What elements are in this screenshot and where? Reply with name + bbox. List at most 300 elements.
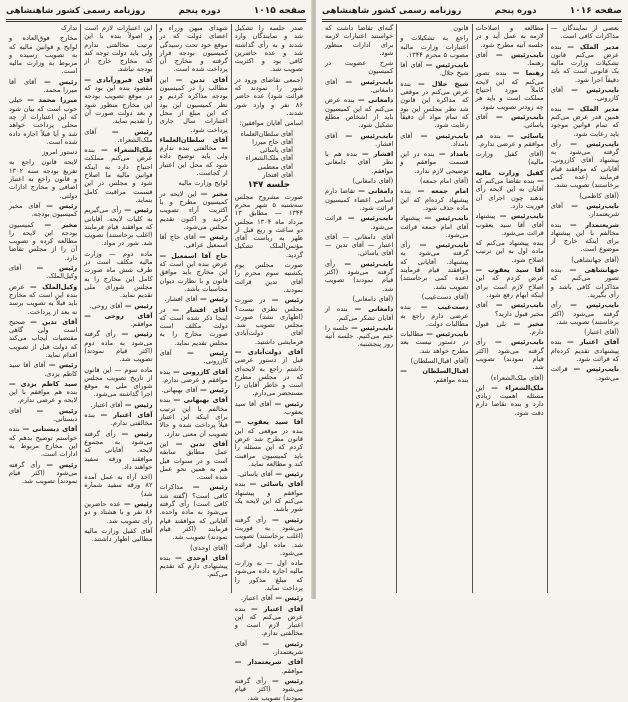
paragraph-text: آقای بامداد. <box>400 131 469 148</box>
speaker-name: رئیس — <box>275 470 303 479</box>
paragraph <box>84 430 152 471</box>
speaker-name: نایب‌رئیس — <box>495 301 544 310</box>
paragraph-text: ماده دوم — وزارت مالیه مکلف است در ظرف شش ماه صورت کامل این مخارج را به مجلس شورای ملی تقدیم نماید. <box>84 249 153 300</box>
left-newspaper-title: روزنامه رسمی کشور شاهنشاهی <box>6 6 146 16</box>
paragraph <box>476 212 544 237</box>
paragraph <box>9 407 77 424</box>
paragraph-text: آقای کازرونی. <box>550 86 619 103</box>
speaker-name: رئیس — <box>36 406 78 415</box>
paragraph-text: جلسه را ختم می‌کنیم. جلسه آتیه روز پنجشنبه. <box>325 323 394 349</box>
paragraph <box>400 80 468 130</box>
paragraph <box>400 293 468 301</box>
speaker-name: نایب‌رئیس — <box>425 61 469 70</box>
paragraph-text: این مطالب را در کمیسیون بودجه مذاکره کردیم و نظر کمیسیون این بود که این مبلغ از محل اعتبارات سال جاری پرداخت شود. <box>159 75 228 134</box>
paragraph-text: آقای مخبر قبول دارید؟ <box>475 301 544 318</box>
paragraph <box>325 24 393 57</box>
paragraph <box>235 594 303 602</box>
left-header-rule-thin <box>6 21 306 22</box>
speaker-name: اقبال‌السلطان — <box>400 367 469 376</box>
paragraph <box>325 214 393 231</box>
paragraph-text: تدارک <box>61 24 78 32</box>
right_page-column-4 <box>322 24 396 593</box>
speaker-name: دامغانی — <box>358 187 394 196</box>
paragraph-text: بنده عرض می‌کنم که این کمیسیون باید از اشخاص مطلع تشکیل شود. <box>325 96 394 130</box>
paragraph-text: آقای بهبهانی. <box>161 386 198 395</box>
paragraph-text: ماده اول — به وزارت مالیه اجازه داده می‌شود که مبلغ مذکور را پرداخت نماید. <box>234 559 303 592</box>
speaker-name: بامداد — <box>438 150 469 159</box>
paragraph <box>476 69 544 110</box>
speaker-name: مخبر — <box>44 220 78 229</box>
paragraph-text: (آقای دست‌غیب) <box>421 292 469 301</box>
paragraph-text: (آقای اعتبار) <box>584 328 619 337</box>
paragraph <box>325 96 393 129</box>
paragraph <box>160 440 228 481</box>
paragraph-text: ماده سوم — این قانون از تاریخ تصویب مجلس شورای ملی به موقع اجرا گذاشته می‌شود. <box>84 365 153 399</box>
right_page-column-1 <box>547 24 622 593</box>
paragraph <box>235 24 303 74</box>
speaker-name: نایب‌رئیس — <box>499 212 544 221</box>
paragraph <box>476 338 544 371</box>
left_page-column-4 <box>6 24 80 593</box>
speaker-name: رئیس — <box>274 399 303 408</box>
speaker-name: نایب‌رئیس — <box>345 77 394 86</box>
paragraph-text: قانون <box>453 24 469 32</box>
paragraph-text: (آقای کاظمی) <box>579 191 619 200</box>
paragraph <box>551 105 619 138</box>
paragraph-text: موافقم. <box>281 666 303 675</box>
speaker-name: نایب‌رئیس — <box>345 131 394 140</box>
paragraph <box>551 365 619 382</box>
paragraph <box>400 34 468 59</box>
paragraph-text: این لایحه در کمیسیون مطرح و با اکثریت آراء تصویب گردید و اکنون تقدیم مجلس می‌شود. <box>159 189 228 231</box>
left_page-column-3 <box>80 24 155 593</box>
paragraph <box>160 554 228 579</box>
speaker-name: رئیس — <box>46 201 78 210</box>
speaker-name: رئیس — <box>272 676 303 685</box>
paragraph-text: بنده عرض می‌کنم که این اعتبار لازم است و مخالفتی ندارم. <box>234 604 303 638</box>
paragraph <box>476 113 544 130</box>
speaker-name: رئیس — <box>121 330 153 339</box>
paragraph-text: رأی گرفته می‌شود (اکثر قیام نمودند) تصویب شد. <box>325 259 394 293</box>
speaker-name: آقای روحی — <box>84 311 153 320</box>
paragraph <box>9 283 77 316</box>
right-header-rule <box>322 19 622 20</box>
paragraph-text: (آقای دامغانی) <box>352 177 394 186</box>
left_page-column-1 <box>231 24 306 702</box>
paragraph <box>551 43 619 84</box>
right-page <box>316 0 628 599</box>
speaker-name: یاسائی — <box>507 131 544 140</box>
speaker-name: آقای اعتبار — <box>100 411 153 420</box>
paragraph-text: آقای دامغانی — آقای اعتبار — آقای تدین — آقای یاسائی. <box>325 232 394 258</box>
paragraph <box>551 256 619 264</box>
paragraph <box>400 367 468 384</box>
paragraph-text: (جمعی تقاضای ورود در شور را نمودند که قرائت شود) عده حاضر ۸۶ نفر و وارد شور شدند. <box>234 75 303 117</box>
speaker-name: رئیس — <box>199 233 228 242</box>
speaker-name: آقای اوحدی — <box>175 553 228 562</box>
speaker-name: آقای اعتبار — <box>567 338 619 347</box>
paragraph-text: رأی گرفته می‌شود به مجموع لایحه. آقایانی که موافقند ورقه سفید خواهند داد. <box>84 429 153 471</box>
speaker-name: نایب‌رئیس — <box>420 131 469 140</box>
speaker-name: رئیس — <box>121 429 153 438</box>
paragraph-text: بنده عرضی دارم راجع به مطالبات دولت. <box>400 303 469 328</box>
paragraph-text: آقای رهنما. <box>475 50 544 68</box>
paragraph <box>400 61 468 78</box>
paragraph <box>476 150 544 167</box>
paragraph-text: رأی گرفته می‌شود به پیشنهاد. آقایانی که موافقند قیام فرمایند (عده کمی برخاستند) تصویب نشد. <box>400 241 469 291</box>
paragraph <box>160 349 228 366</box>
speaker-name: آقای کازرونی — <box>173 367 228 376</box>
speaker-name: رئیس — <box>124 500 153 509</box>
paragraph <box>551 266 619 299</box>
paragraph <box>9 24 77 32</box>
speaker-name: شیخ جلال — <box>418 79 469 88</box>
paragraph <box>400 241 468 291</box>
speaker-name: دست‌غیب — <box>420 303 469 312</box>
right-text-columns <box>322 24 622 593</box>
paragraph-text: آقای مخبر کمیسیون بودجه. <box>9 201 78 219</box>
paragraph-text: مطالعه و اصلاحات لازمه به عمل آید و در جلسه آتیه مطرح شود. <box>475 24 544 49</box>
paragraph-text: رأی گرفته می‌شود (اکثر قیام نمودند) تصویب شد. <box>475 338 544 372</box>
speaker-name: آقای تدین — <box>175 439 228 448</box>
paragraph <box>235 640 303 657</box>
paragraph <box>400 187 468 212</box>
speaker-name: افشار — <box>362 150 394 159</box>
paragraph-text: قرائت می‌شود. <box>325 214 394 231</box>
paragraph <box>160 76 228 134</box>
paragraph-text: مطالبات در دستور نیست بعد مطرح خواهد شد. <box>400 330 469 355</box>
paragraph-text: بنده پیشنهاد می‌کنم که ماده اول به این ترتیب اصلاح شود. <box>475 239 544 264</box>
paragraph <box>476 301 544 318</box>
paragraph <box>325 187 393 212</box>
speaker-name: رئیس — <box>187 348 228 357</box>
paragraph <box>235 516 303 557</box>
paragraph <box>400 132 468 149</box>
paragraph-text: بنده عرض می‌کنم در موقعی که مذاکره این قانون شد نظر مجلس این بود که تمام مواد آن دقیقاً رعایت شود. <box>400 79 469 130</box>
paragraph <box>551 202 619 219</box>
paragraph-text: اسامی آقایان موافقین: <box>239 119 303 128</box>
paragraph-text: بنده در موقعی که این قانون مطرح شد عرض کردم که این مسئله را باید کمیسیون مراقبت کند و مطالعه نماید. <box>234 426 303 468</box>
paragraph-text: تقاضا دارم اسامی اعضاء کمیسیون قرائت شود. <box>325 187 394 212</box>
paragraph-text: بنده تقاضا می‌کنم که آقایان به این لایحه رأی بدهند چون اجرای آن فوریت دارد. <box>475 177 544 210</box>
speaker-name: نایب‌رئیس — <box>494 338 544 347</box>
paragraph-text: آقای آقا میرزا محمد. <box>9 77 78 95</box>
speaker-name: وکیل‌الملک — <box>29 282 78 291</box>
paragraph-text: دستور امروز <box>42 148 78 157</box>
speaker-name: دامغانی — <box>358 96 394 105</box>
paragraph-text: (آقای اوحدی) <box>190 543 228 552</box>
paragraph <box>160 396 228 437</box>
paragraph <box>235 400 303 417</box>
speaker-name: مخبر — <box>200 189 228 198</box>
paragraph-text: بنده موافقم. <box>433 375 469 384</box>
right_page-column-2 <box>472 24 547 593</box>
right-page-header <box>322 4 622 18</box>
paragraph-text: این اعتبارات لازم است و اصولاً بنده با این ترتیب مخالفتی ندارم ولی باید دولت توجه کند که مخارج خارج از بودجه نباشد. <box>84 24 153 74</box>
paragraph <box>400 24 468 32</box>
paragraph <box>9 425 77 458</box>
speaker-name: رئیس — <box>44 77 78 86</box>
paragraph <box>476 320 544 337</box>
paragraph-text: خیلی خوب است که بیان شود که این اعتبارات از چه محلی پرداخت خواهد شد و آیا قبلاً اجازه داده شده است. <box>9 96 78 146</box>
paragraph-text: راجع به تشکیلات و اعتبارات وزارت مالیه مصوب ۵ محرم ۱۳۴۴. <box>400 34 469 59</box>
paragraph-text: شرح عضویت در کمیسیون <box>325 59 394 76</box>
paragraph-text: بنده پیشنهاد کرده‌ام که این ماده حذف شود. <box>400 187 469 212</box>
paragraph <box>235 658 303 675</box>
paragraph-text: بنده هم با نظر آقای دامغانی موافقم. <box>325 150 394 175</box>
paragraph <box>235 480 303 513</box>
paragraph <box>476 266 544 299</box>
paragraph <box>551 24 619 41</box>
paragraph <box>235 193 303 259</box>
paragraph <box>84 330 152 363</box>
paragraph <box>476 384 544 417</box>
paragraph <box>84 250 152 300</box>
speaker-name: رئیس — <box>46 460 78 469</box>
paragraph-text: قبل از دستور عرضی داشتم راجع به لایحه‌ای که در مجلس مطرح است و خاطر آقایان را مستحضر می‌دارم. <box>234 356 303 398</box>
paragraph-text: بلی قبول دارم. <box>475 319 544 337</box>
paragraph <box>9 202 77 219</box>
paragraph-text: عرض کردم که این اصلاح لازم است برای اینکه ابهام رفع شود. <box>475 274 544 299</box>
paragraph-text: آقای دامغانی. <box>325 77 394 95</box>
speaker-name: رئیس — <box>200 386 228 395</box>
speaker-name: رئیس — <box>124 206 153 215</box>
speaker-name: نایب‌رئیس — <box>426 330 469 339</box>
paragraph-text: (آقای امام جمعه) <box>419 177 469 186</box>
right-issue-label: دوره پنجم <box>494 6 537 16</box>
paragraph <box>235 559 303 592</box>
paragraph <box>9 318 77 359</box>
speaker-name: آقا سید یعقوب — <box>475 266 544 275</box>
paragraph-text: آقای یاسائی. <box>475 112 544 130</box>
paragraph <box>9 96 77 146</box>
paragraph <box>476 239 544 264</box>
paragraph <box>160 368 228 385</box>
paragraph <box>551 328 619 336</box>
paragraph <box>84 312 152 329</box>
speaker-name: رئیس — <box>271 296 303 305</box>
paragraph <box>84 24 152 74</box>
paragraph-text: آقای یاسائی. <box>237 470 273 479</box>
vote-name: آقای سلطان‌العلماء <box>240 129 293 138</box>
paragraph <box>325 177 393 185</box>
paragraph-text: کمیسیون بودجه این لایحه را مطالعه کرده و تصویب آن را از مجلس تقاضا دارد. <box>9 220 78 262</box>
paragraph-text: آقای دبستانی. <box>9 406 78 424</box>
paragraph <box>325 59 393 76</box>
paragraph-text: رأی گرفته می‌شود (اکثر قیام نمودند) تصویب شد. <box>234 676 303 702</box>
session-heading: جلسه ۱۴۷ <box>247 180 291 191</box>
paragraph-text: این مسئله اهمیت زیادی دارد و بنده تقاضا دارم دقت شود. <box>475 383 544 417</box>
speaker-name: رئیس — <box>48 361 78 370</box>
paragraph <box>9 264 77 281</box>
paragraph-text: (آقای ملک‌الشعراء) <box>490 373 544 382</box>
speaker-name: سید کاظم یزدی — <box>9 379 78 388</box>
paragraph <box>9 361 77 378</box>
paragraph <box>9 78 77 95</box>
speaker-name: رئیس — <box>111 127 153 136</box>
paragraph-text: بنده هم موافقم با این لایحه و عرضی ندارم. <box>9 388 78 405</box>
vote-name: آقای افتخار <box>262 171 293 180</box>
left-header-rule <box>6 19 306 20</box>
paragraph <box>235 119 303 127</box>
paragraph-text: در صورت مجلس نظری نیست؟ (اظهاری نشد) صورت مجلس تصویب شد. آقای دولت‌آبادی فرمایشی داشتید. <box>234 296 303 346</box>
paragraph <box>160 136 228 177</box>
paragraph-text: رأی گرفته می‌شود به ماده دوم (اکثر قیام نمودند) تصویب شد. <box>84 330 153 364</box>
paragraph-text: بنده عرض می‌کنم مملکت احتیاج دارد به اینکه قوانین مالیه ما اصلاح شود و مجلس در این قسمت مراقبت کامل بنماید. <box>84 146 153 204</box>
paragraph-text: (آقای جهانشاهی) <box>571 255 619 264</box>
paragraph-text: صورت مشروح مجلس سه‌شنبه ۵ شهر محرم ۱۳۴۴ — مطابق ۱۳ مرداد ماه ۱۳۰۴ مجلس دو ساعت و ربع قبل از ظهر به ریاست آقای مؤتمن‌الملک تشکیل گردید. <box>234 192 303 259</box>
paragraph <box>325 324 393 349</box>
speaker-name: آقای دبستانی — <box>22 425 78 434</box>
paragraph <box>551 192 619 200</box>
paragraph <box>400 177 468 185</box>
paragraph-text: بعضی از نمایندگان — مذاکرات کافی است. <box>550 24 619 41</box>
paragraph <box>84 366 152 399</box>
speaker-name: آقای یاسائی — <box>249 480 303 489</box>
speaker-name: نایب‌رئیس — <box>344 259 394 268</box>
paragraph-text: آقای آقا سید کاظم یزدی. <box>9 361 78 378</box>
paragraph <box>400 150 468 175</box>
left-text-columns <box>6 24 306 702</box>
speaker-name: نایب‌رئیس — <box>570 139 619 148</box>
paragraph <box>84 206 152 247</box>
paragraph-text: عرض بنده این است که این مخارج باید موافق قانون و با نظارت دیوان محاسبات باشد. <box>159 260 228 293</box>
speaker-name: آقای شریعتمدار — <box>234 658 303 667</box>
paragraph-text: آقای شریعتمدار. <box>550 201 619 219</box>
paragraph <box>400 357 468 365</box>
speaker-name: آقای دولت‌آبادی — <box>234 347 303 356</box>
paragraph-text: (آقای کفیل وزارت مالیه) <box>475 150 544 167</box>
paragraph <box>551 338 619 363</box>
paragraph <box>235 261 303 294</box>
right-page-number: صفحه ۱۰۱۶ <box>569 6 622 16</box>
paragraph <box>84 302 152 310</box>
paragraph <box>9 461 77 486</box>
paragraph <box>325 260 393 293</box>
vote-name: آقای یاسائی <box>260 146 293 155</box>
paragraph-text: آقای شریعتمدار. <box>234 639 303 657</box>
paragraph-text: بنده موافقم و پیشنهاد می‌کنم که این لایحه یک شور باشد. <box>234 480 303 514</box>
paragraph <box>400 330 468 355</box>
paragraph <box>84 500 152 525</box>
paragraph-text: شهدای میهن وزراء و اعضای دولت که در موقع خود تحت رسیدگی کمیسیون بودجه قرار گرفته و مخارج آن پرداخت شده است. <box>159 24 228 74</box>
paragraph-text: عرض بنده این است که مخارج باید قبلاً به تصویب برسد نه بعد از پرداخت. <box>9 282 78 316</box>
paragraph-text: لایحه قانون راجع به تفریغ بودجه سنه ۱۳۰۲ و قانون راجع به اعتبار اضافی و مخارج ادارات دولتی. <box>9 158 78 200</box>
speaker-name: نایب‌رئیس — <box>351 323 394 332</box>
speaker-name: نایب‌رئیس — <box>495 50 544 59</box>
paragraph-text: رأی گرفته می‌شود به فوریت (اغلب برخاستند) تصویب شد. ماده اول قرائت می‌شود. <box>234 515 303 557</box>
paragraph <box>400 303 468 328</box>
paragraph <box>160 233 228 250</box>
speaker-name: مدیر الملک — <box>567 42 619 51</box>
speaker-name: آقای اعتبار — <box>251 604 303 613</box>
paragraph-text: بنده تصور می‌کنم که این لایحه کاملاً مورد احتیاج مملکت است و باید هر چه زودتر تصویب شود. <box>475 69 544 111</box>
paragraph <box>476 51 544 68</box>
paragraph-text: پیشنهاد آقای آقا سید یعقوب قرائت می‌شود. <box>475 212 544 237</box>
paragraph-text: رأی گرفته می‌شود به پیشنهاد آقای کازرونی. آقایانی که موافقند قیام فرمایند (عده کمی برخاستند) تصویب نشد. <box>550 139 619 190</box>
paragraph <box>160 252 228 293</box>
paragraph <box>235 76 303 117</box>
paragraph-text: آقای وکیل‌الملک. <box>9 264 78 281</box>
speaker-name: ملک‌الشعراء — <box>491 383 544 392</box>
paragraph-text: رأی گرفته می‌شود (اکثر قیام نمودند) تصویب شد. <box>9 460 78 486</box>
left-page-number: صفحه ۱۰۱۵ <box>253 6 306 16</box>
right_page-column-3 <box>396 24 471 593</box>
paragraph-text: لوایح وزارت مالیه <box>178 179 228 188</box>
paragraph-text: رأی گرفته می‌شود (اکثر برخاستند) تصویب شد. <box>550 301 619 326</box>
left-page-header <box>6 4 306 18</box>
speaker-name: میرزا محمد — <box>27 96 78 105</box>
paragraph <box>235 418 303 468</box>
paragraph <box>325 295 393 303</box>
speaker-name: ملک‌الشعراء — <box>101 146 153 155</box>
paragraph-text: آقای آقا سید یعقوب. <box>234 399 303 417</box>
paragraph-text: مخالفتی بنده ندارم ولی باید توضیح داده شود که محل این اعتبار از کجاست. <box>159 144 228 178</box>
vote-name: آقای حاج میرزا <box>252 137 293 146</box>
paragraph-text: عده حاضرین ۸۶ نفر و با هشتاد و دو رأی تصویب شد. <box>84 500 153 525</box>
paragraph-text: مقصود بنده این بود که در موقع تصویب بودجه این مخارج منظور شود و بعد دولت صورت آن را تقدیم نماید. <box>84 84 153 126</box>
speaker-name: آقای بهبهانی — <box>173 396 228 405</box>
paragraph-text: آقای اعتبار. <box>90 400 123 409</box>
paragraph-text: آقای کازرونی. <box>159 348 228 366</box>
paragraph <box>551 86 619 103</box>
paragraph <box>160 295 228 303</box>
paragraph <box>476 374 544 382</box>
paragraph <box>160 190 228 231</box>
speaker-name: آقا سید یعقوب — <box>234 418 303 427</box>
speaker-name: آقای سلطان‌العلماء — <box>159 135 228 153</box>
paragraph-text: رأی می‌گیریم به کلیات لایحه. آقایانی که موافقند قیام فرمایند (اغلب برخاستند) تصویب شد. شور در مواد. <box>84 206 153 248</box>
paragraph <box>476 132 544 149</box>
paragraph <box>160 386 228 394</box>
speaker-name: رئیس — <box>36 264 78 273</box>
paragraph-text: بنده مخالفم با این پیشنهاد برای اینکه خارج از موضوع است. <box>550 220 619 254</box>
paragraph-text: بنده خواستم توضیح بدهم که این مخارج مربوط به ادارات است. <box>9 425 78 459</box>
speaker-name: مخبر — <box>513 319 544 328</box>
paragraph-text: این عمل مطابق سابقه است و در سنوات قبل هم به همین نحو عمل شده است. <box>159 439 228 482</box>
paragraph <box>325 132 393 149</box>
paragraph-text: (آقای دامغانی) <box>352 294 394 303</box>
paragraph <box>551 221 619 254</box>
speaker-name: نایب‌رئیس — <box>571 201 619 210</box>
speaker-name: نایب‌رئیس — <box>571 86 619 95</box>
paragraph-text: پیشنهاد آقای امام جمعه قرائت می‌شود. <box>400 214 469 239</box>
paragraph-text: (اخذ آراء به عمل آمده ۸۲ ورقه سفید شماره شد) <box>84 473 153 498</box>
speaker-name: نایب‌رئیس — <box>424 214 469 223</box>
paragraph-text: قرائت می‌شود. <box>550 365 619 382</box>
paragraph <box>84 146 152 204</box>
paragraph <box>325 78 393 95</box>
paragraph <box>84 473 152 498</box>
left_page-column-2 <box>156 24 231 593</box>
paragraph <box>325 233 393 258</box>
speaker-name: جهانشاهی — <box>569 266 619 275</box>
paragraph <box>84 128 152 145</box>
paragraph <box>325 150 393 175</box>
paragraph <box>160 179 228 187</box>
paragraph <box>9 148 77 156</box>
speaker-name: رئیس — <box>200 295 228 304</box>
speaker-name: رئیس — <box>124 400 153 409</box>
speaker-name: شریعتمدار — <box>569 220 619 229</box>
speaker-name: کفیل وزارت مالیه — <box>475 168 544 186</box>
paragraph <box>9 380 77 405</box>
speaker-name: آقای فیروزآبادی — <box>84 75 153 84</box>
paragraph-text: صورت مجلس یوم یکشنبه سوم محرم را آقای تدین قرائت نمودند. <box>234 261 303 294</box>
speaker-name: نایب‌رئیس — <box>573 365 619 374</box>
paragraph-text: بنده همین قدر عرض می‌کنم که تمام قوانین موجود باید رعایت شود. <box>550 104 619 138</box>
paragraph-text: بنده پیشنهادی دارم که تقدیم می‌کنم. <box>159 553 228 579</box>
